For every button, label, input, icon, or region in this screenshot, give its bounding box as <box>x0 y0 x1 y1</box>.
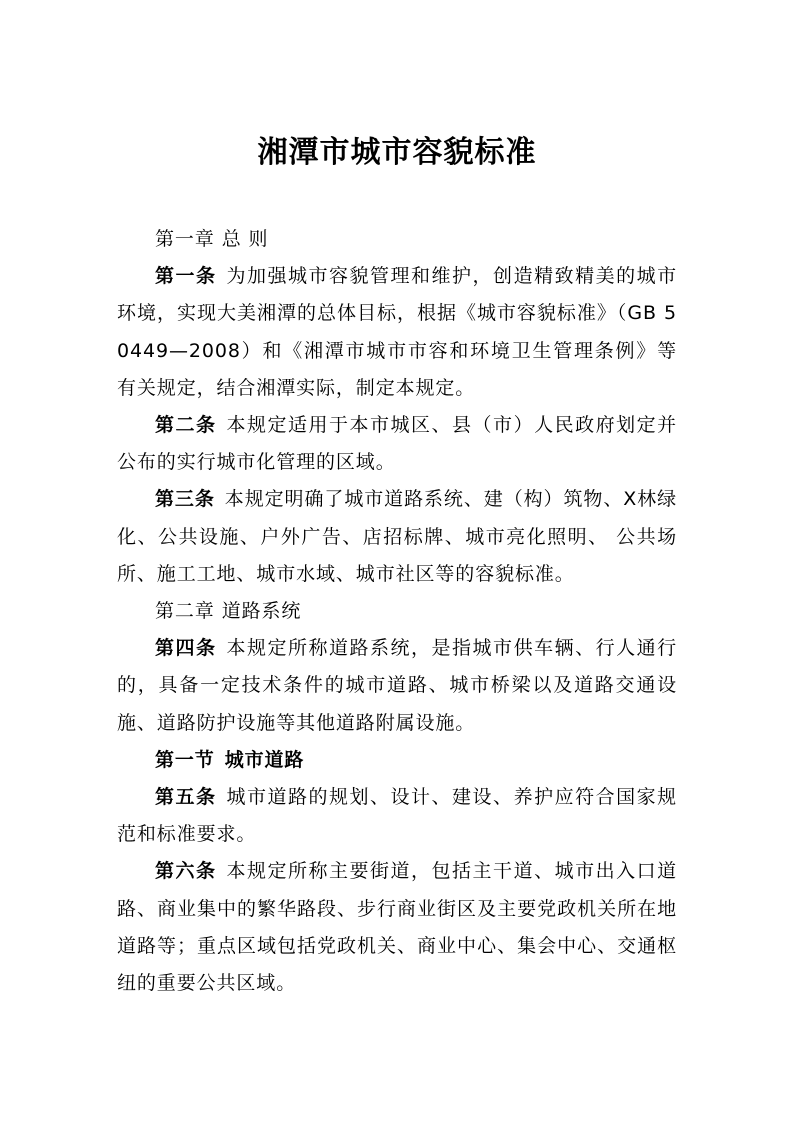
article-5 <box>117 779 677 853</box>
article-3 <box>117 481 677 593</box>
chapter-2-label: 第二章 <box>155 600 215 623</box>
section-1-name: 城市道路 <box>224 748 305 771</box>
article-1-text: 为加强城市容貌管理和维护，创造精致精美的城市环境，实现大美湘潭的总体目标，根据《城市容貌标准》（GB 50449—2008）和《湘潭市城市市容和环境卫生管理条例》等有关规定，结合湘潭实际，制定本规定。 <box>117 265 677 399</box>
article-6-text: 本规定所称主要街道，包括主干道、城市出入口道路、商业集中的繁华路段、步行商业街区及主要党政机关所在地道路等；重点区域包括党政机关、商业中心、集会中心、交通枢纽的重要公共区域。 <box>117 860 677 995</box>
article-3-label: 第三条 <box>155 488 215 511</box>
article-5-label: 第五条 <box>155 786 217 809</box>
section-1-heading <box>117 742 677 779</box>
document-title: 湘潭市城市容貌标准 <box>257 135 537 170</box>
chapter-1-heading <box>117 221 677 258</box>
article-2-text: 本规定适用于本市城区、县（市）人民政府划定并公布的实行城市化管理的区域。 <box>117 414 677 474</box>
chapter-1-label: 第一章 <box>155 228 215 250</box>
article-4 <box>117 630 677 742</box>
article-2 <box>117 407 677 481</box>
document-body <box>117 221 677 1002</box>
article-6-label: 第六条 <box>155 860 217 883</box>
article-1-label: 第一条 <box>155 265 217 288</box>
chapter-2-heading <box>117 593 677 630</box>
section-1-label: 第一节 <box>155 748 215 771</box>
article-2-label: 第二条 <box>155 414 217 437</box>
article-3-text: 本规定明确了城市道路系统、建（构）筑物、X林绿化、公共设施、户外广告、店招标牌、城市亮化照明、 公共场所、施工工地、城市水域、城市社区等的容貌标准。 <box>117 488 678 585</box>
article-4-text: 本规定所称道路系统，是指城市供车辆、行人通行的，具备一定技术条件的城市道路、城市桥梁以及道路交通设施、道路防护设施等其他道路附属设施。 <box>117 637 677 734</box>
article-1 <box>117 258 677 407</box>
chapter-1-name: 总 则 <box>221 228 269 250</box>
article-5-text: 城市道路的规划、设计、建设、养护应符合国家规范和标准要求。 <box>117 786 677 846</box>
chapter-2-name: 道路系统 <box>221 600 302 623</box>
article-6 <box>117 853 677 1002</box>
article-4-label: 第四条 <box>155 637 217 660</box>
